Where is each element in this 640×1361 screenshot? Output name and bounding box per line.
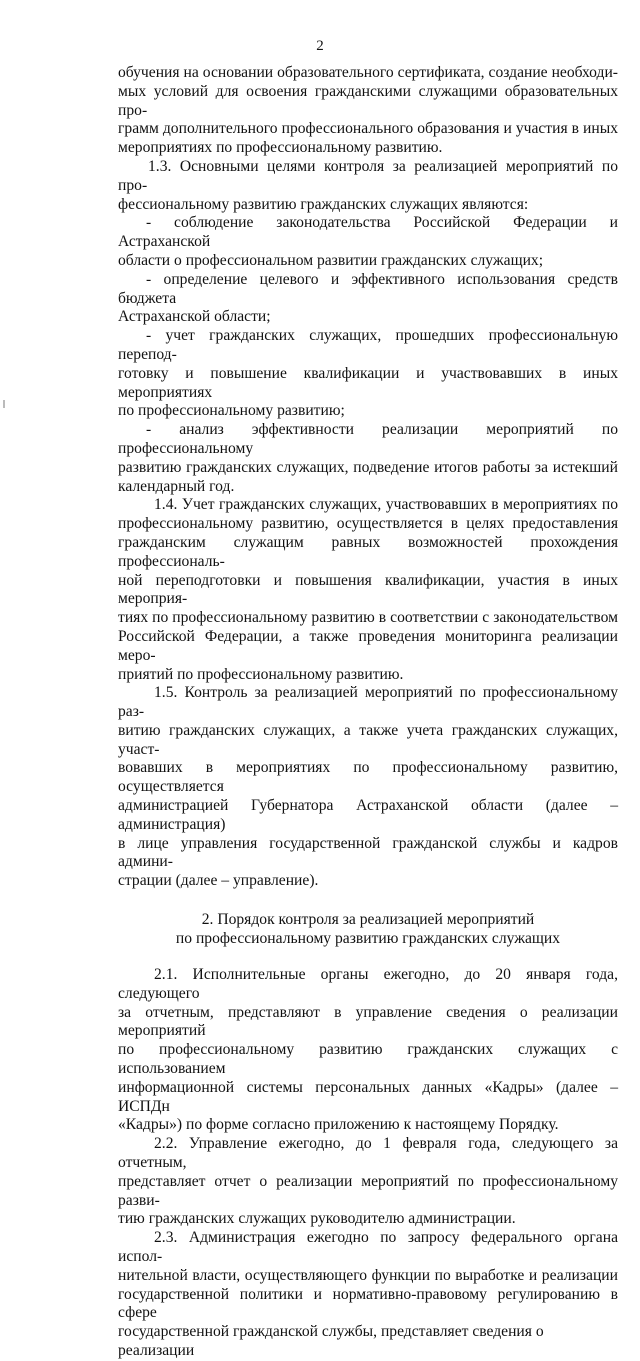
text-line: - анализ эффективности реализации мероприятий по профессиональному (118, 421, 618, 457)
text-line: Астраханской области; (118, 308, 271, 326)
paragraph (118, 496, 618, 684)
text-line: - определение целевого и эффективного использования средств бюджета (118, 270, 618, 307)
text-line: 1.5. Контроль за реализацией мероприятий по профессиональному раз- (118, 684, 618, 721)
section-heading-line-1: 2. Порядок контроля за реализацией мероприятий (201, 911, 535, 929)
text-line: в лице управления государственной гражданской службы и кадров админи- (118, 834, 618, 871)
page-number: 2 (316, 38, 324, 54)
text-line: тиях по профессиональному развитию в соответствии с законодательством (118, 609, 618, 627)
paragraph (118, 1229, 618, 1361)
paragraph (118, 158, 618, 214)
text-line: за отчетным, представляют в управление сведения о реализации мероприятий (118, 1003, 618, 1040)
text-line: 1.4. Учет гражданских служащих, участвовавших в мероприятиях по (154, 496, 618, 514)
text-line: профессиональному развитию, осуществляется в целях предоставления (118, 515, 618, 533)
paragraph (118, 64, 618, 158)
text-line: по профессиональному развитию гражданских служащих с использованием (118, 1041, 618, 1078)
section-heading-line-2: по профессиональному развитию гражданских служащих (175, 930, 561, 948)
paragraph (118, 214, 618, 270)
text-line: области о профессиональном развитии гражданских служащих; (118, 251, 544, 269)
document-body (118, 64, 618, 1361)
paragraph (118, 966, 618, 1135)
text-line: страции (далее – управление). (118, 872, 319, 890)
text-line: грамм дополнительного профессионального образования и участия в иных (118, 120, 618, 138)
text-line: государственной политики и нормативно-правовому регулированию в сфере (118, 1285, 618, 1322)
text-line: календарный год. (118, 477, 235, 495)
text-line: тию гражданских служащих руководителю администрации. (118, 1210, 516, 1228)
text-line: мых условий для освоения гражданскими служащими образовательных про- (118, 82, 618, 119)
text-line: информационной системы персональных данных «Кадры» (далее – ИСПДн (118, 1078, 618, 1115)
paragraph (118, 421, 618, 496)
margin-mark (3, 400, 5, 408)
text-line: витию гражданских служащих, а также учета гражданских служащих, участ- (118, 721, 618, 758)
paragraphs-before-heading (118, 64, 618, 891)
section-heading (118, 910, 618, 948)
paragraphs-after-heading (118, 966, 618, 1361)
text-line: - соблюдение законодательства Российской Федерации и Астраханской (118, 214, 618, 251)
text-line: Российской Федерации, а также проведения мониторинга реализации меро- (118, 627, 618, 664)
text-line: 2.1. Исполнительные органы ежегодно, до 20 января года, следующего (118, 966, 618, 1002)
text-line: развитию гражданских служащих, подведение итогов работы за истекший (118, 458, 618, 476)
text-line: 2.3. Администрация ежегодно по запросу федерального органа испол- (118, 1229, 618, 1266)
text-line: - учет гражданских служащих, прошедших профессиональную перепод- (118, 327, 618, 363)
text-line: ной переподготовки и повышения квалификации, участия в иных мероприя- (118, 571, 618, 608)
text-line: готовку и повышение квалификации и участвовавших в иных мероприятиях (118, 364, 618, 401)
paragraph (118, 684, 618, 891)
text-line: по профессиональному развитию; (118, 402, 345, 420)
text-line: мероприятиях по профессиональному развитию. (118, 139, 443, 157)
text-line: приятий по профессиональному развитию. (118, 665, 404, 683)
paragraph (118, 271, 618, 327)
text-line: вовавших в мероприятиях по профессиональному развитию, осуществляется (118, 759, 618, 796)
paragraph (118, 1135, 618, 1229)
paragraph (118, 327, 618, 421)
text-line: «Кадры») по форме согласно приложению к настоящему Порядку. (118, 1116, 559, 1134)
text-line: представляет отчет о реализации мероприятий по профессиональному разви- (118, 1172, 618, 1209)
text-line: гражданским служащим равных возможностей прохождения профессиональ- (118, 533, 618, 570)
text-line: администрацией Губернатора Астраханской области (далее – администрация) (118, 797, 618, 833)
text-line: государственной гражданской службы, представляет сведения о реализации (118, 1323, 544, 1359)
text-line: 2.2. Управление ежегодно, до 1 февраля года, следующего за отчетным, (118, 1135, 618, 1172)
text-line: обучения на основании образовательного сертификата, создание необходи- (118, 64, 618, 81)
text-line: нительной власти, осуществляющего функции по выработке и реализации (118, 1266, 618, 1284)
text-line: фессиональному развитию гражданских служащих являются: (118, 195, 529, 213)
text-line: 1.3. Основными целями контроля за реализацией мероприятий по про- (118, 157, 618, 194)
